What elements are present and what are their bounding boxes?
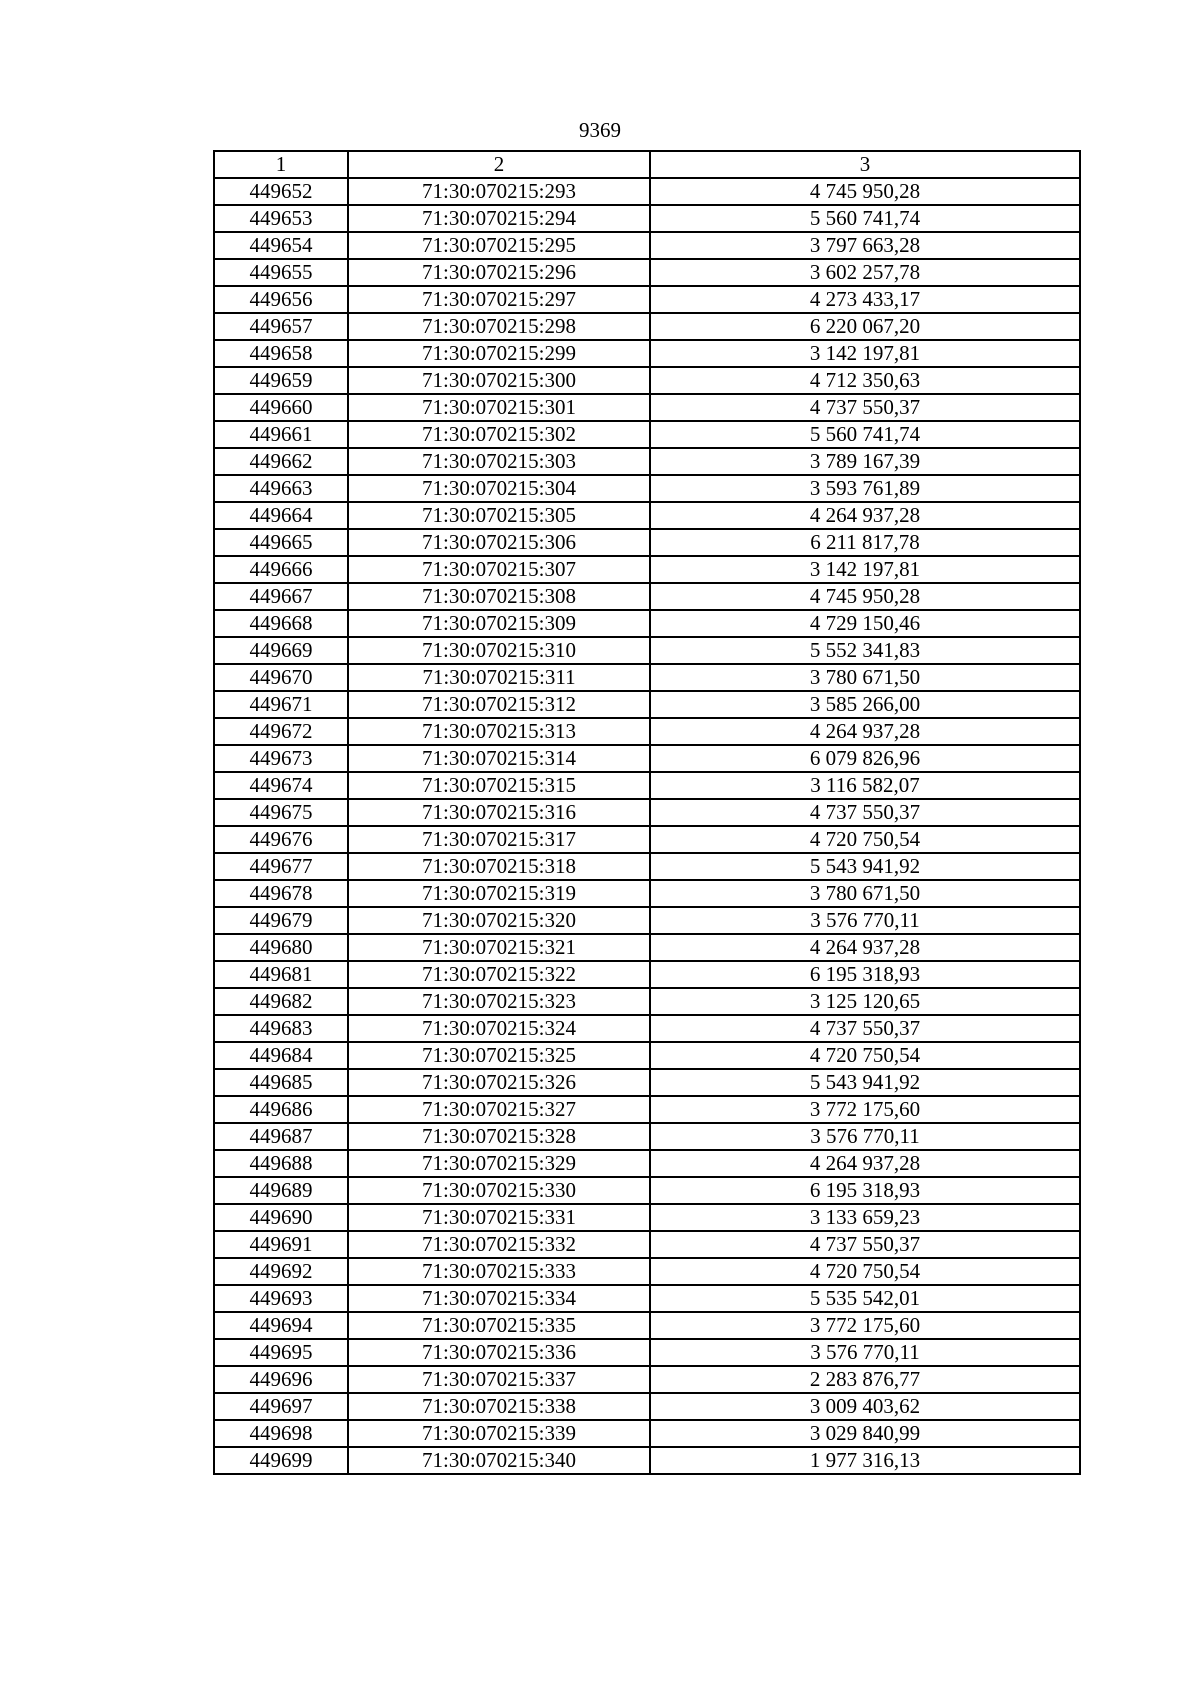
table-row [214, 1339, 1080, 1366]
cell-cadastral-number: 71:30:070215:299 [348, 340, 650, 367]
table-row [214, 880, 1080, 907]
cell-row-number: 449695 [214, 1339, 348, 1366]
table-row [214, 367, 1080, 394]
cell-row-number: 449675 [214, 799, 348, 826]
table-row [214, 1393, 1080, 1420]
table-row [214, 421, 1080, 448]
cell-row-number: 449653 [214, 205, 348, 232]
table-row [214, 1204, 1080, 1231]
cell-cadastral-value: 4 720 750,54 [650, 826, 1080, 853]
cell-cadastral-value: 3 593 761,89 [650, 475, 1080, 502]
cell-row-number: 449680 [214, 934, 348, 961]
cell-row-number: 449662 [214, 448, 348, 475]
table-row [214, 205, 1080, 232]
cell-cadastral-number: 71:30:070215:314 [348, 745, 650, 772]
cell-cadastral-number: 71:30:070215:300 [348, 367, 650, 394]
cell-cadastral-value: 5 552 341,83 [650, 637, 1080, 664]
cell-cadastral-value: 3 029 840,99 [650, 1420, 1080, 1447]
table-row [214, 1366, 1080, 1393]
column-header-cadastral-value: 3 [650, 151, 1080, 178]
table-row [214, 1150, 1080, 1177]
cell-cadastral-number: 71:30:070215:331 [348, 1204, 650, 1231]
cell-cadastral-number: 71:30:070215:335 [348, 1312, 650, 1339]
cell-cadastral-number: 71:30:070215:338 [348, 1393, 650, 1420]
cell-row-number: 449682 [214, 988, 348, 1015]
cell-cadastral-number: 71:30:070215:316 [348, 799, 650, 826]
cell-row-number: 449683 [214, 1015, 348, 1042]
cell-row-number: 449669 [214, 637, 348, 664]
cell-cadastral-value: 5 543 941,92 [650, 1069, 1080, 1096]
cell-row-number: 449681 [214, 961, 348, 988]
cell-row-number: 449666 [214, 556, 348, 583]
cell-row-number: 449671 [214, 691, 348, 718]
cell-cadastral-value: 4 737 550,37 [650, 394, 1080, 421]
cell-cadastral-number: 71:30:070215:295 [348, 232, 650, 259]
cell-cadastral-value: 3 772 175,60 [650, 1312, 1080, 1339]
cell-cadastral-number: 71:30:070215:317 [348, 826, 650, 853]
cell-cadastral-number: 71:30:070215:327 [348, 1096, 650, 1123]
cell-row-number: 449689 [214, 1177, 348, 1204]
cell-row-number: 449664 [214, 502, 348, 529]
cell-cadastral-value: 4 737 550,37 [650, 1015, 1080, 1042]
cell-cadastral-number: 71:30:070215:313 [348, 718, 650, 745]
table-row [214, 718, 1080, 745]
cell-cadastral-value: 4 264 937,28 [650, 502, 1080, 529]
table-row [214, 1285, 1080, 1312]
cell-cadastral-value: 3 116 582,07 [650, 772, 1080, 799]
cell-cadastral-number: 71:30:070215:324 [348, 1015, 650, 1042]
cell-row-number: 449686 [214, 1096, 348, 1123]
cell-cadastral-value: 4 264 937,28 [650, 1150, 1080, 1177]
table-row [214, 799, 1080, 826]
cell-cadastral-number: 71:30:070215:312 [348, 691, 650, 718]
cell-cadastral-number: 71:30:070215:302 [348, 421, 650, 448]
cell-cadastral-value: 4 264 937,28 [650, 718, 1080, 745]
table-row [214, 1312, 1080, 1339]
cell-cadastral-number: 71:30:070215:303 [348, 448, 650, 475]
cell-cadastral-number: 71:30:070215:329 [348, 1150, 650, 1177]
table-row [214, 610, 1080, 637]
table-row [214, 502, 1080, 529]
cell-cadastral-value: 4 729 150,46 [650, 610, 1080, 637]
table-row [214, 934, 1080, 961]
table-row [214, 1015, 1080, 1042]
cell-cadastral-number: 71:30:070215:321 [348, 934, 650, 961]
cell-cadastral-value: 3 780 671,50 [650, 880, 1080, 907]
cell-cadastral-value: 3 576 770,11 [650, 907, 1080, 934]
table-row [214, 232, 1080, 259]
cell-cadastral-number: 71:30:070215:293 [348, 178, 650, 205]
table-row [214, 475, 1080, 502]
cell-cadastral-value: 5 560 741,74 [650, 205, 1080, 232]
cell-row-number: 449690 [214, 1204, 348, 1231]
cell-cadastral-number: 71:30:070215:320 [348, 907, 650, 934]
cell-row-number: 449670 [214, 664, 348, 691]
cell-cadastral-value: 3 576 770,11 [650, 1123, 1080, 1150]
table-row [214, 529, 1080, 556]
table-header-row [214, 151, 1080, 178]
cell-cadastral-number: 71:30:070215:337 [348, 1366, 650, 1393]
cell-cadastral-number: 71:30:070215:307 [348, 556, 650, 583]
cell-cadastral-number: 71:30:070215:323 [348, 988, 650, 1015]
cell-cadastral-number: 71:30:070215:326 [348, 1069, 650, 1096]
cell-cadastral-value: 3 789 167,39 [650, 448, 1080, 475]
cell-row-number: 449652 [214, 178, 348, 205]
cell-cadastral-value: 4 720 750,54 [650, 1042, 1080, 1069]
table-row [214, 1231, 1080, 1258]
cell-row-number: 449656 [214, 286, 348, 313]
table-row [214, 664, 1080, 691]
cell-row-number: 449654 [214, 232, 348, 259]
cell-cadastral-number: 71:30:070215:297 [348, 286, 650, 313]
cell-row-number: 449663 [214, 475, 348, 502]
cell-cadastral-value: 4 720 750,54 [650, 1258, 1080, 1285]
cell-cadastral-number: 71:30:070215:325 [348, 1042, 650, 1069]
table-row [214, 1420, 1080, 1447]
cell-cadastral-number: 71:30:070215:340 [348, 1447, 650, 1474]
cell-cadastral-number: 71:30:070215:308 [348, 583, 650, 610]
cell-row-number: 449691 [214, 1231, 348, 1258]
cell-row-number: 449659 [214, 367, 348, 394]
table-row [214, 313, 1080, 340]
cell-cadastral-value: 4 737 550,37 [650, 1231, 1080, 1258]
cell-cadastral-value: 5 560 741,74 [650, 421, 1080, 448]
cell-cadastral-value: 6 211 817,78 [650, 529, 1080, 556]
cell-cadastral-value: 6 079 826,96 [650, 745, 1080, 772]
page-number: 9369 [579, 118, 621, 142]
cell-cadastral-number: 71:30:070215:301 [348, 394, 650, 421]
cell-cadastral-number: 71:30:070215:304 [348, 475, 650, 502]
cell-cadastral-value: 3 576 770,11 [650, 1339, 1080, 1366]
table-row [214, 907, 1080, 934]
table-row [214, 340, 1080, 367]
cell-cadastral-number: 71:30:070215:336 [348, 1339, 650, 1366]
table-row [214, 448, 1080, 475]
cell-cadastral-value: 4 745 950,28 [650, 178, 1080, 205]
table-body [214, 178, 1080, 1474]
cell-cadastral-value: 1 977 316,13 [650, 1447, 1080, 1474]
table-row [214, 961, 1080, 988]
table-row [214, 556, 1080, 583]
cell-cadastral-value: 5 543 941,92 [650, 853, 1080, 880]
cell-row-number: 449668 [214, 610, 348, 637]
cell-cadastral-number: 71:30:070215:339 [348, 1420, 650, 1447]
column-header-number: 1 [214, 151, 348, 178]
cell-cadastral-value: 3 009 403,62 [650, 1393, 1080, 1420]
cell-row-number: 449696 [214, 1366, 348, 1393]
cell-cadastral-value: 4 745 950,28 [650, 583, 1080, 610]
cell-row-number: 449699 [214, 1447, 348, 1474]
cell-cadastral-value: 6 195 318,93 [650, 961, 1080, 988]
cell-row-number: 449673 [214, 745, 348, 772]
cell-row-number: 449684 [214, 1042, 348, 1069]
cell-cadastral-number: 71:30:070215:306 [348, 529, 650, 556]
cell-cadastral-value: 3 797 663,28 [650, 232, 1080, 259]
cell-row-number: 449677 [214, 853, 348, 880]
table-row [214, 1177, 1080, 1204]
cell-cadastral-number: 71:30:070215:333 [348, 1258, 650, 1285]
cell-cadastral-value: 5 535 542,01 [650, 1285, 1080, 1312]
table-row [214, 772, 1080, 799]
cell-row-number: 449687 [214, 1123, 348, 1150]
cell-cadastral-number: 71:30:070215:311 [348, 664, 650, 691]
cell-cadastral-value: 4 712 350,63 [650, 367, 1080, 394]
cell-row-number: 449667 [214, 583, 348, 610]
table-row [214, 1069, 1080, 1096]
cell-row-number: 449655 [214, 259, 348, 286]
cell-row-number: 449661 [214, 421, 348, 448]
cell-row-number: 449672 [214, 718, 348, 745]
table-row [214, 1123, 1080, 1150]
cell-row-number: 449697 [214, 1393, 348, 1420]
cell-cadastral-number: 71:30:070215:315 [348, 772, 650, 799]
cell-row-number: 449679 [214, 907, 348, 934]
cell-cadastral-value: 3 585 266,00 [650, 691, 1080, 718]
cell-cadastral-number: 71:30:070215:309 [348, 610, 650, 637]
cell-cadastral-value: 4 737 550,37 [650, 799, 1080, 826]
table-row [214, 745, 1080, 772]
cell-cadastral-number: 71:30:070215:294 [348, 205, 650, 232]
table-row [214, 691, 1080, 718]
table-row [214, 826, 1080, 853]
cell-cadastral-value: 6 195 318,93 [650, 1177, 1080, 1204]
cell-cadastral-number: 71:30:070215:328 [348, 1123, 650, 1150]
cell-cadastral-number: 71:30:070215:305 [348, 502, 650, 529]
cell-cadastral-number: 71:30:070215:319 [348, 880, 650, 907]
cell-cadastral-number: 71:30:070215:332 [348, 1231, 650, 1258]
cell-row-number: 449688 [214, 1150, 348, 1177]
cell-cadastral-number: 71:30:070215:322 [348, 961, 650, 988]
cell-row-number: 449678 [214, 880, 348, 907]
cell-row-number: 449698 [214, 1420, 348, 1447]
cell-cadastral-value: 3 125 120,65 [650, 988, 1080, 1015]
cell-cadastral-value: 2 283 876,77 [650, 1366, 1080, 1393]
table-row [214, 1258, 1080, 1285]
cell-row-number: 449676 [214, 826, 348, 853]
table-row [214, 988, 1080, 1015]
cell-row-number: 449674 [214, 772, 348, 799]
table-row [214, 1096, 1080, 1123]
cell-cadastral-value: 3 772 175,60 [650, 1096, 1080, 1123]
cell-cadastral-value: 3 780 671,50 [650, 664, 1080, 691]
table-row [214, 1042, 1080, 1069]
cell-row-number: 449657 [214, 313, 348, 340]
cell-row-number: 449658 [214, 340, 348, 367]
cell-row-number: 449685 [214, 1069, 348, 1096]
cell-cadastral-number: 71:30:070215:330 [348, 1177, 650, 1204]
cell-cadastral-number: 71:30:070215:318 [348, 853, 650, 880]
cell-cadastral-value: 4 273 433,17 [650, 286, 1080, 313]
cell-row-number: 449694 [214, 1312, 348, 1339]
table-row [214, 1447, 1080, 1474]
table-row [214, 853, 1080, 880]
cell-cadastral-value: 6 220 067,20 [650, 313, 1080, 340]
cell-cadastral-value: 3 142 197,81 [650, 340, 1080, 367]
cell-row-number: 449693 [214, 1285, 348, 1312]
cell-cadastral-value: 3 142 197,81 [650, 556, 1080, 583]
table-row [214, 259, 1080, 286]
cadastral-value-table [213, 150, 1081, 1475]
cell-row-number: 449665 [214, 529, 348, 556]
cell-cadastral-number: 71:30:070215:310 [348, 637, 650, 664]
cell-cadastral-value: 3 133 659,23 [650, 1204, 1080, 1231]
cell-cadastral-number: 71:30:070215:334 [348, 1285, 650, 1312]
cell-cadastral-value: 3 602 257,78 [650, 259, 1080, 286]
cell-row-number: 449692 [214, 1258, 348, 1285]
cell-row-number: 449660 [214, 394, 348, 421]
cell-cadastral-value: 4 264 937,28 [650, 934, 1080, 961]
table-row [214, 394, 1080, 421]
table-row [214, 178, 1080, 205]
table-row [214, 583, 1080, 610]
table-row [214, 286, 1080, 313]
cell-cadastral-number: 71:30:070215:296 [348, 259, 650, 286]
table-row [214, 637, 1080, 664]
cell-cadastral-number: 71:30:070215:298 [348, 313, 650, 340]
column-header-cadastral-number: 2 [348, 151, 650, 178]
